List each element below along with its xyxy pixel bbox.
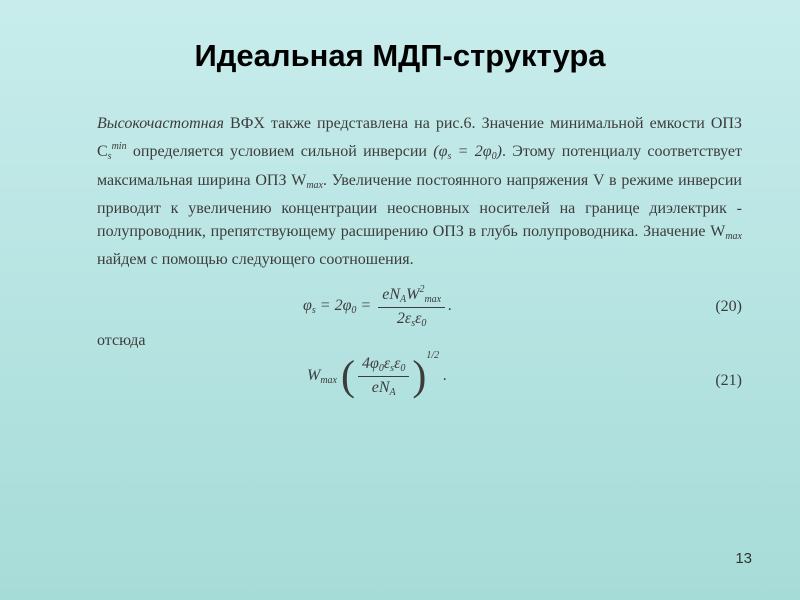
lead-word: Высокочастотная	[97, 115, 224, 132]
equation-20-number: (20)	[715, 298, 742, 315]
otkuda-label: отсюда	[97, 332, 146, 349]
w-sub-2: max	[725, 231, 742, 243]
paragraph-text-4: . Увеличение постоянного напряжения V в режиме инверсии приводит к увеличению концентрации неосновных носителей на границе диэлектрик - полупроводник, препятствующему расширению ОПЗ в глубь полупроводника. Значение W	[97, 171, 742, 241]
w-sub: max	[306, 179, 323, 191]
slide-title: Идеальная МДП-структура	[194, 38, 606, 73]
page-number: 13	[735, 550, 752, 567]
equation-21-fraction: $\frac{4\varphi_0\varepsilon_s\varepsilon_0}{eN_A}$	[358, 355, 409, 398]
paragraph-text-2: определяется условием сильной инверсии	[126, 143, 434, 161]
c-sub: s	[107, 151, 112, 163]
paragraph-text-1: ВФХ также представлена на рис.6. Значение минимальной емкости ОПЗ C	[97, 115, 742, 161]
body-paragraph	[97, 112, 742, 272]
equation-21: $W_{max}$ ( $\frac{4\varphi_0\varepsilon_s\varepsilon_0}{eN_A}$ )$^{1/2}$ .	[307, 350, 448, 400]
equation-21-number: (21)	[715, 372, 742, 389]
paragraph-text-5: найдем с помощью следующего соотношения.	[97, 251, 414, 269]
equation-20-row	[97, 284, 742, 329]
inversion-condition: $(\varphi_s = 2\varphi_0)$	[433, 143, 502, 163]
equation-20-fraction: $\frac{eN_AW^2_{max}}{2\varepsilon_s\varepsilon_0}$	[378, 284, 445, 329]
equation-21-row	[97, 350, 742, 406]
c-sup: min	[111, 141, 127, 153]
paragraph-text-3: . Этому потенциалу соответствует максимальная ширина ОПЗ W	[97, 143, 742, 189]
equation-20: $\varphi_s = 2\varphi_0$ = $\frac{eN_AW^2_{max}}{2\varepsilon_s\varepsilon_0}$ .	[303, 284, 453, 329]
